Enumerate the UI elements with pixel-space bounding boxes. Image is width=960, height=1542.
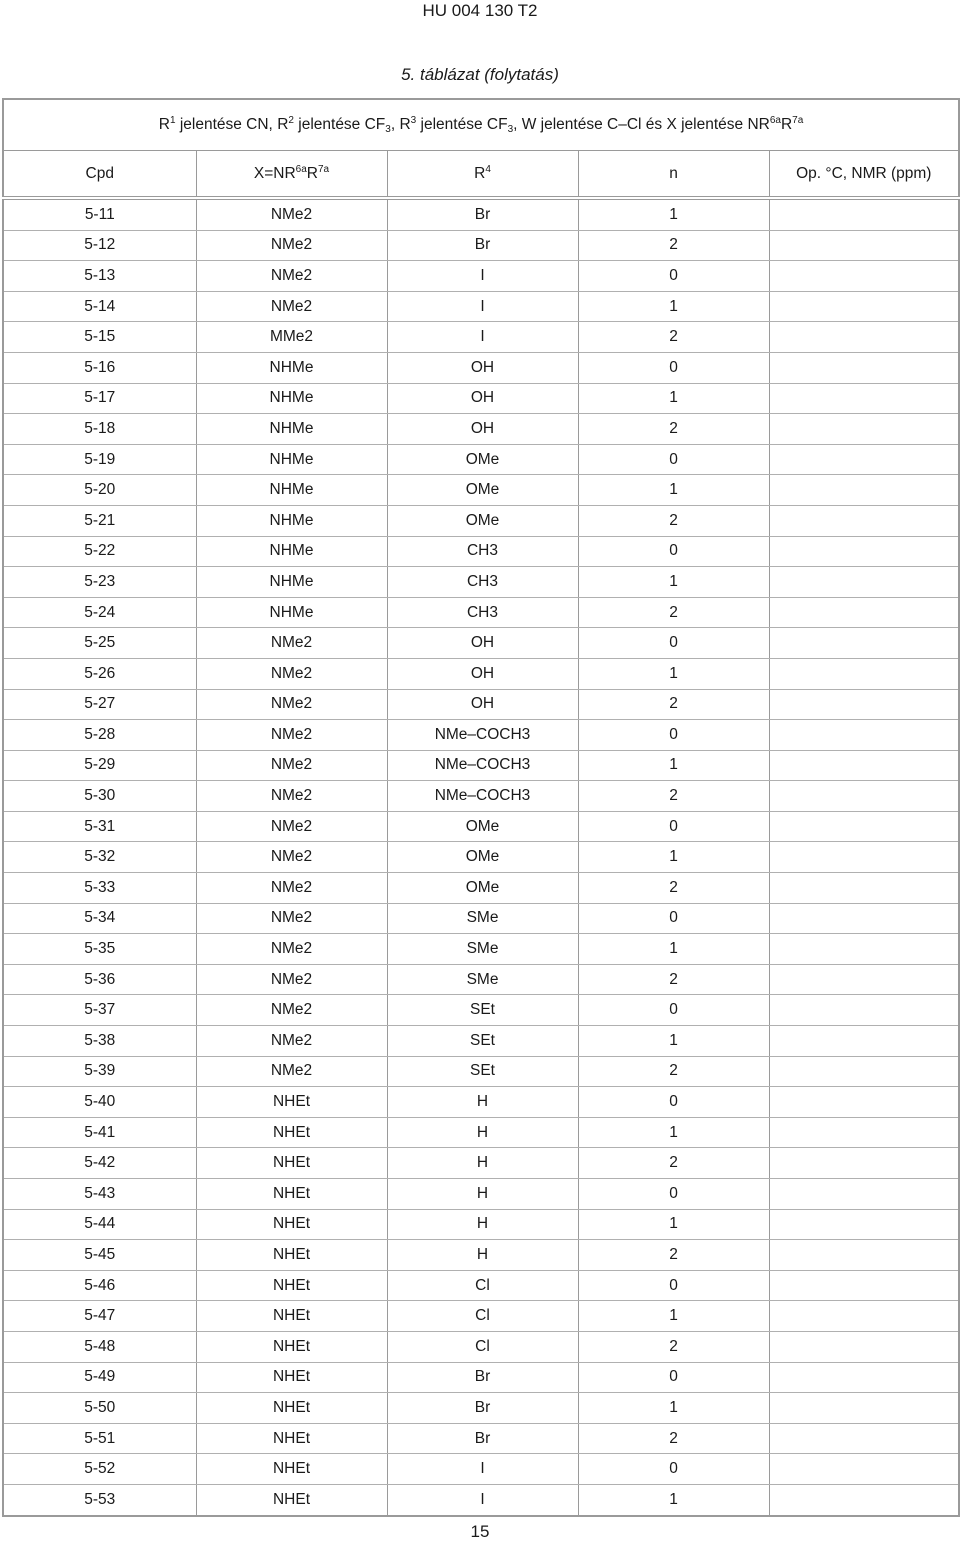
cell-op: [769, 230, 959, 261]
cell-r4: OMe: [387, 873, 578, 904]
cell-cpd: 5-39: [3, 1056, 196, 1087]
cell-cpd: 5-42: [3, 1148, 196, 1179]
cell-cpd: 5-18: [3, 414, 196, 445]
cell-cpd: 5-25: [3, 628, 196, 659]
cell-op: [769, 1056, 959, 1087]
cell-r4: H: [387, 1179, 578, 1210]
cell-n: 2: [578, 1423, 769, 1454]
cell-x: NHMe: [196, 383, 387, 414]
cell-cpd: 5-23: [3, 567, 196, 598]
cell-cpd: 5-43: [3, 1179, 196, 1210]
cell-x: NMe2: [196, 291, 387, 322]
cell-cpd: 5-24: [3, 597, 196, 628]
compound-table: [2, 98, 960, 1517]
cell-x: NHEt: [196, 1393, 387, 1424]
header-x: $X=NR^{6a}R^{7a}$: [196, 151, 387, 199]
cell-n: 0: [578, 536, 769, 567]
table-row: [3, 1484, 959, 1515]
cell-x: NHEt: [196, 1087, 387, 1118]
cell-x: NMe2: [196, 903, 387, 934]
cell-r4: NMe–COCH3: [387, 781, 578, 812]
table-row: [3, 1209, 959, 1240]
table-row: [3, 658, 959, 689]
cell-cpd: 5-37: [3, 995, 196, 1026]
cell-r4: OMe: [387, 475, 578, 506]
cell-cpd: 5-53: [3, 1484, 196, 1515]
cell-r4: Cl: [387, 1270, 578, 1301]
cell-n: 1: [578, 1484, 769, 1515]
table-row: [3, 1362, 959, 1393]
table-row: [3, 934, 959, 965]
cell-n: 2: [578, 597, 769, 628]
cell-n: 0: [578, 444, 769, 475]
table-row: [3, 291, 959, 322]
cell-op: [769, 628, 959, 659]
cell-r4: SMe: [387, 964, 578, 995]
cell-x: NMe2: [196, 658, 387, 689]
cell-x: NMe2: [196, 1056, 387, 1087]
cell-n: 2: [578, 322, 769, 353]
cell-n: 1: [578, 567, 769, 598]
cell-op: [769, 842, 959, 873]
table-row: [3, 781, 959, 812]
table-row: [3, 720, 959, 751]
cell-x: NMe2: [196, 964, 387, 995]
cell-op: [769, 1331, 959, 1362]
cell-op: [769, 1484, 959, 1515]
cell-op: [769, 505, 959, 536]
cell-x: NHEt: [196, 1331, 387, 1362]
cell-x: NMe2: [196, 1026, 387, 1057]
cell-n: 0: [578, 1270, 769, 1301]
cell-op: [769, 1117, 959, 1148]
cell-r4: Br: [387, 1423, 578, 1454]
cell-cpd: 5-49: [3, 1362, 196, 1393]
table-row: [3, 1423, 959, 1454]
table-row: [3, 536, 959, 567]
table-row: [3, 873, 959, 904]
cell-cpd: 5-40: [3, 1087, 196, 1118]
cell-x: NMe2: [196, 781, 387, 812]
cell-n: 2: [578, 781, 769, 812]
cell-op: [769, 1454, 959, 1485]
cell-n: 2: [578, 689, 769, 720]
cell-x: NMe2: [196, 628, 387, 659]
cell-x: NMe2: [196, 811, 387, 842]
table-row: [3, 1148, 959, 1179]
cell-cpd: 5-32: [3, 842, 196, 873]
cell-cpd: 5-14: [3, 291, 196, 322]
cell-r4: OH: [387, 414, 578, 445]
cell-r4: H: [387, 1117, 578, 1148]
table-row: [3, 475, 959, 506]
cell-r4: SEt: [387, 1056, 578, 1087]
cell-op: [769, 720, 959, 751]
cell-x: NHEt: [196, 1270, 387, 1301]
cell-x: NHEt: [196, 1117, 387, 1148]
cell-cpd: 5-45: [3, 1240, 196, 1271]
cell-n: 0: [578, 903, 769, 934]
cell-n: 0: [578, 1087, 769, 1118]
cell-n: 0: [578, 1362, 769, 1393]
cell-op: [769, 291, 959, 322]
table-row: [3, 1117, 959, 1148]
page-number: 15: [470, 1522, 490, 1541]
cell-n: 1: [578, 842, 769, 873]
cell-x: NHEt: [196, 1423, 387, 1454]
cell-r4: H: [387, 1240, 578, 1271]
cell-x: NHMe: [196, 352, 387, 383]
table-row: [3, 198, 959, 230]
condition-text: $R^1$ jelentése CN, $R^2$ jelentése $CF_3$, $R^3$ jelentése $CF_3$, W jelentése C–Cl és X jelentése $NR^{6a}R^{7a}$: [3, 99, 959, 151]
cell-x: NHMe: [196, 567, 387, 598]
cell-r4: I: [387, 291, 578, 322]
cell-n: 1: [578, 658, 769, 689]
table-row: [3, 1393, 959, 1424]
cell-cpd: 5-11: [3, 198, 196, 230]
cell-op: [769, 873, 959, 904]
cell-r4: Br: [387, 1393, 578, 1424]
cell-r4: NMe–COCH3: [387, 720, 578, 751]
cell-n: 0: [578, 811, 769, 842]
table-row: [3, 597, 959, 628]
cell-op: [769, 689, 959, 720]
cell-r4: I: [387, 322, 578, 353]
cell-cpd: 5-27: [3, 689, 196, 720]
cell-cpd: 5-30: [3, 781, 196, 812]
cell-n: 2: [578, 1240, 769, 1271]
cell-n: 2: [578, 964, 769, 995]
cell-r4: Cl: [387, 1301, 578, 1332]
cell-n: 1: [578, 383, 769, 414]
cell-r4: OH: [387, 628, 578, 659]
table-row: [3, 628, 959, 659]
cell-cpd: 5-20: [3, 475, 196, 506]
table-caption: 5. táblázat (folytatás): [401, 65, 559, 84]
cell-r4: CH3: [387, 597, 578, 628]
cell-x: NHEt: [196, 1148, 387, 1179]
header-row: [3, 151, 959, 199]
cell-op: [769, 903, 959, 934]
cell-cpd: 5-52: [3, 1454, 196, 1485]
table-row: [3, 964, 959, 995]
cell-n: 1: [578, 1301, 769, 1332]
cell-op: [769, 934, 959, 965]
cell-op: [769, 1423, 959, 1454]
cell-x: NMe2: [196, 230, 387, 261]
table-row: [3, 261, 959, 292]
cell-op: [769, 1179, 959, 1210]
cell-r4: Br: [387, 1362, 578, 1393]
cell-op: [769, 414, 959, 445]
cell-r4: SEt: [387, 1026, 578, 1057]
cell-op: [769, 322, 959, 353]
cell-r4: NMe–COCH3: [387, 750, 578, 781]
cell-x: NHEt: [196, 1301, 387, 1332]
cell-x: NHMe: [196, 475, 387, 506]
table-row: [3, 811, 959, 842]
cell-cpd: 5-51: [3, 1423, 196, 1454]
cell-n: 2: [578, 1056, 769, 1087]
cell-x: NHMe: [196, 536, 387, 567]
cell-cpd: 5-15: [3, 322, 196, 353]
cell-r4: OMe: [387, 444, 578, 475]
cell-r4: OMe: [387, 842, 578, 873]
cell-n: 1: [578, 1117, 769, 1148]
cell-r4: Br: [387, 230, 578, 261]
cell-op: [769, 198, 959, 230]
cell-cpd: 5-38: [3, 1026, 196, 1057]
cell-cpd: 5-16: [3, 352, 196, 383]
cell-cpd: 5-21: [3, 505, 196, 536]
table-row: [3, 1301, 959, 1332]
cell-x: NMe2: [196, 842, 387, 873]
cell-cpd: 5-13: [3, 261, 196, 292]
header-r4: $R^4$: [387, 151, 578, 199]
table-row: [3, 1270, 959, 1301]
cell-r4: OH: [387, 352, 578, 383]
cell-r4: I: [387, 1454, 578, 1485]
cell-r4: OMe: [387, 811, 578, 842]
cell-n: 1: [578, 1026, 769, 1057]
table-row: [3, 230, 959, 261]
table-row: [3, 1026, 959, 1057]
cell-r4: SMe: [387, 903, 578, 934]
cell-n: 0: [578, 1454, 769, 1485]
cell-r4: CH3: [387, 567, 578, 598]
cell-x: NHEt: [196, 1209, 387, 1240]
table-row: [3, 1087, 959, 1118]
cell-op: [769, 1087, 959, 1118]
cell-op: [769, 444, 959, 475]
cell-n: 1: [578, 475, 769, 506]
cell-op: [769, 964, 959, 995]
cell-r4: OH: [387, 689, 578, 720]
table-row: [3, 322, 959, 353]
cell-cpd: 5-35: [3, 934, 196, 965]
cell-n: 2: [578, 230, 769, 261]
table-row: [3, 352, 959, 383]
cell-x: NHEt: [196, 1179, 387, 1210]
cell-n: 1: [578, 1209, 769, 1240]
table-row: [3, 903, 959, 934]
cell-op: [769, 658, 959, 689]
cell-op: [769, 1393, 959, 1424]
cell-r4: SEt: [387, 995, 578, 1026]
cell-x: NHEt: [196, 1240, 387, 1271]
header-cpd: Cpd: [3, 151, 196, 199]
cell-op: [769, 597, 959, 628]
cell-n: 0: [578, 628, 769, 659]
table-row: [3, 567, 959, 598]
cell-op: [769, 1362, 959, 1393]
cell-cpd: 5-36: [3, 964, 196, 995]
cell-n: 2: [578, 414, 769, 445]
cell-cpd: 5-46: [3, 1270, 196, 1301]
cell-cpd: 5-26: [3, 658, 196, 689]
condition-row: [3, 99, 959, 151]
cell-cpd: 5-44: [3, 1209, 196, 1240]
cell-r4: SMe: [387, 934, 578, 965]
cell-cpd: 5-33: [3, 873, 196, 904]
cell-cpd: 5-31: [3, 811, 196, 842]
cell-op: [769, 1301, 959, 1332]
cell-cpd: 5-22: [3, 536, 196, 567]
cell-op: [769, 811, 959, 842]
header-n: n: [578, 151, 769, 199]
cell-op: [769, 995, 959, 1026]
cell-r4: Br: [387, 198, 578, 230]
cell-n: 0: [578, 1179, 769, 1210]
cell-x: NMe2: [196, 873, 387, 904]
cell-cpd: 5-50: [3, 1393, 196, 1424]
cell-x: NMe2: [196, 750, 387, 781]
cell-r4: I: [387, 261, 578, 292]
cell-op: [769, 750, 959, 781]
cell-cpd: 5-47: [3, 1301, 196, 1332]
cell-x: NHMe: [196, 597, 387, 628]
cell-r4: OH: [387, 383, 578, 414]
cell-n: 1: [578, 750, 769, 781]
cell-x: NHMe: [196, 444, 387, 475]
table-row: [3, 1454, 959, 1485]
cell-op: [769, 1240, 959, 1271]
cell-op: [769, 352, 959, 383]
table-row: [3, 1331, 959, 1362]
cell-cpd: 5-29: [3, 750, 196, 781]
table-row: [3, 750, 959, 781]
cell-cpd: 5-12: [3, 230, 196, 261]
cell-op: [769, 475, 959, 506]
cell-x: NMe2: [196, 995, 387, 1026]
header-op: Op. °C, NMR (ppm): [769, 151, 959, 199]
table-row: [3, 995, 959, 1026]
cell-n: 0: [578, 995, 769, 1026]
cell-op: [769, 1148, 959, 1179]
cell-op: [769, 781, 959, 812]
cell-cpd: 5-41: [3, 1117, 196, 1148]
cell-x: NMe2: [196, 689, 387, 720]
cell-x: NHEt: [196, 1362, 387, 1393]
cell-op: [769, 567, 959, 598]
cell-n: 2: [578, 1331, 769, 1362]
table-row: [3, 383, 959, 414]
cell-cpd: 5-34: [3, 903, 196, 934]
cell-n: 2: [578, 873, 769, 904]
cell-n: 2: [578, 505, 769, 536]
cell-n: 0: [578, 720, 769, 751]
cell-r4: H: [387, 1087, 578, 1118]
cell-x: NMe2: [196, 934, 387, 965]
cell-cpd: 5-17: [3, 383, 196, 414]
cell-n: 2: [578, 1148, 769, 1179]
cell-r4: H: [387, 1209, 578, 1240]
cell-n: 1: [578, 198, 769, 230]
table-row: [3, 1056, 959, 1087]
cell-r4: I: [387, 1484, 578, 1515]
cell-x: MMe2: [196, 322, 387, 353]
cell-op: [769, 261, 959, 292]
cell-op: [769, 1209, 959, 1240]
cell-r4: OMe: [387, 505, 578, 536]
cell-n: 1: [578, 934, 769, 965]
cell-op: [769, 383, 959, 414]
cell-x: NMe2: [196, 198, 387, 230]
cell-op: [769, 536, 959, 567]
cell-op: [769, 1270, 959, 1301]
cell-r4: OH: [387, 658, 578, 689]
cell-x: NHEt: [196, 1484, 387, 1515]
cell-x: NHMe: [196, 414, 387, 445]
cell-r4: H: [387, 1148, 578, 1179]
table-row: [3, 689, 959, 720]
cell-r4: Cl: [387, 1331, 578, 1362]
document-id: HU 004 130 T2: [422, 1, 538, 20]
table-row: [3, 1240, 959, 1271]
cell-n: 1: [578, 291, 769, 322]
cell-cpd: 5-19: [3, 444, 196, 475]
table-row: [3, 414, 959, 445]
table-row: [3, 1179, 959, 1210]
cell-x: NHMe: [196, 505, 387, 536]
cell-r4: CH3: [387, 536, 578, 567]
cell-op: [769, 1026, 959, 1057]
cell-cpd: 5-48: [3, 1331, 196, 1362]
table-row: [3, 505, 959, 536]
cell-x: NHEt: [196, 1454, 387, 1485]
cell-cpd: 5-28: [3, 720, 196, 751]
cell-n: 1: [578, 1393, 769, 1424]
table-row: [3, 842, 959, 873]
cell-x: NMe2: [196, 720, 387, 751]
cell-n: 0: [578, 352, 769, 383]
cell-n: 0: [578, 261, 769, 292]
cell-x: NMe2: [196, 261, 387, 292]
table-row: [3, 444, 959, 475]
